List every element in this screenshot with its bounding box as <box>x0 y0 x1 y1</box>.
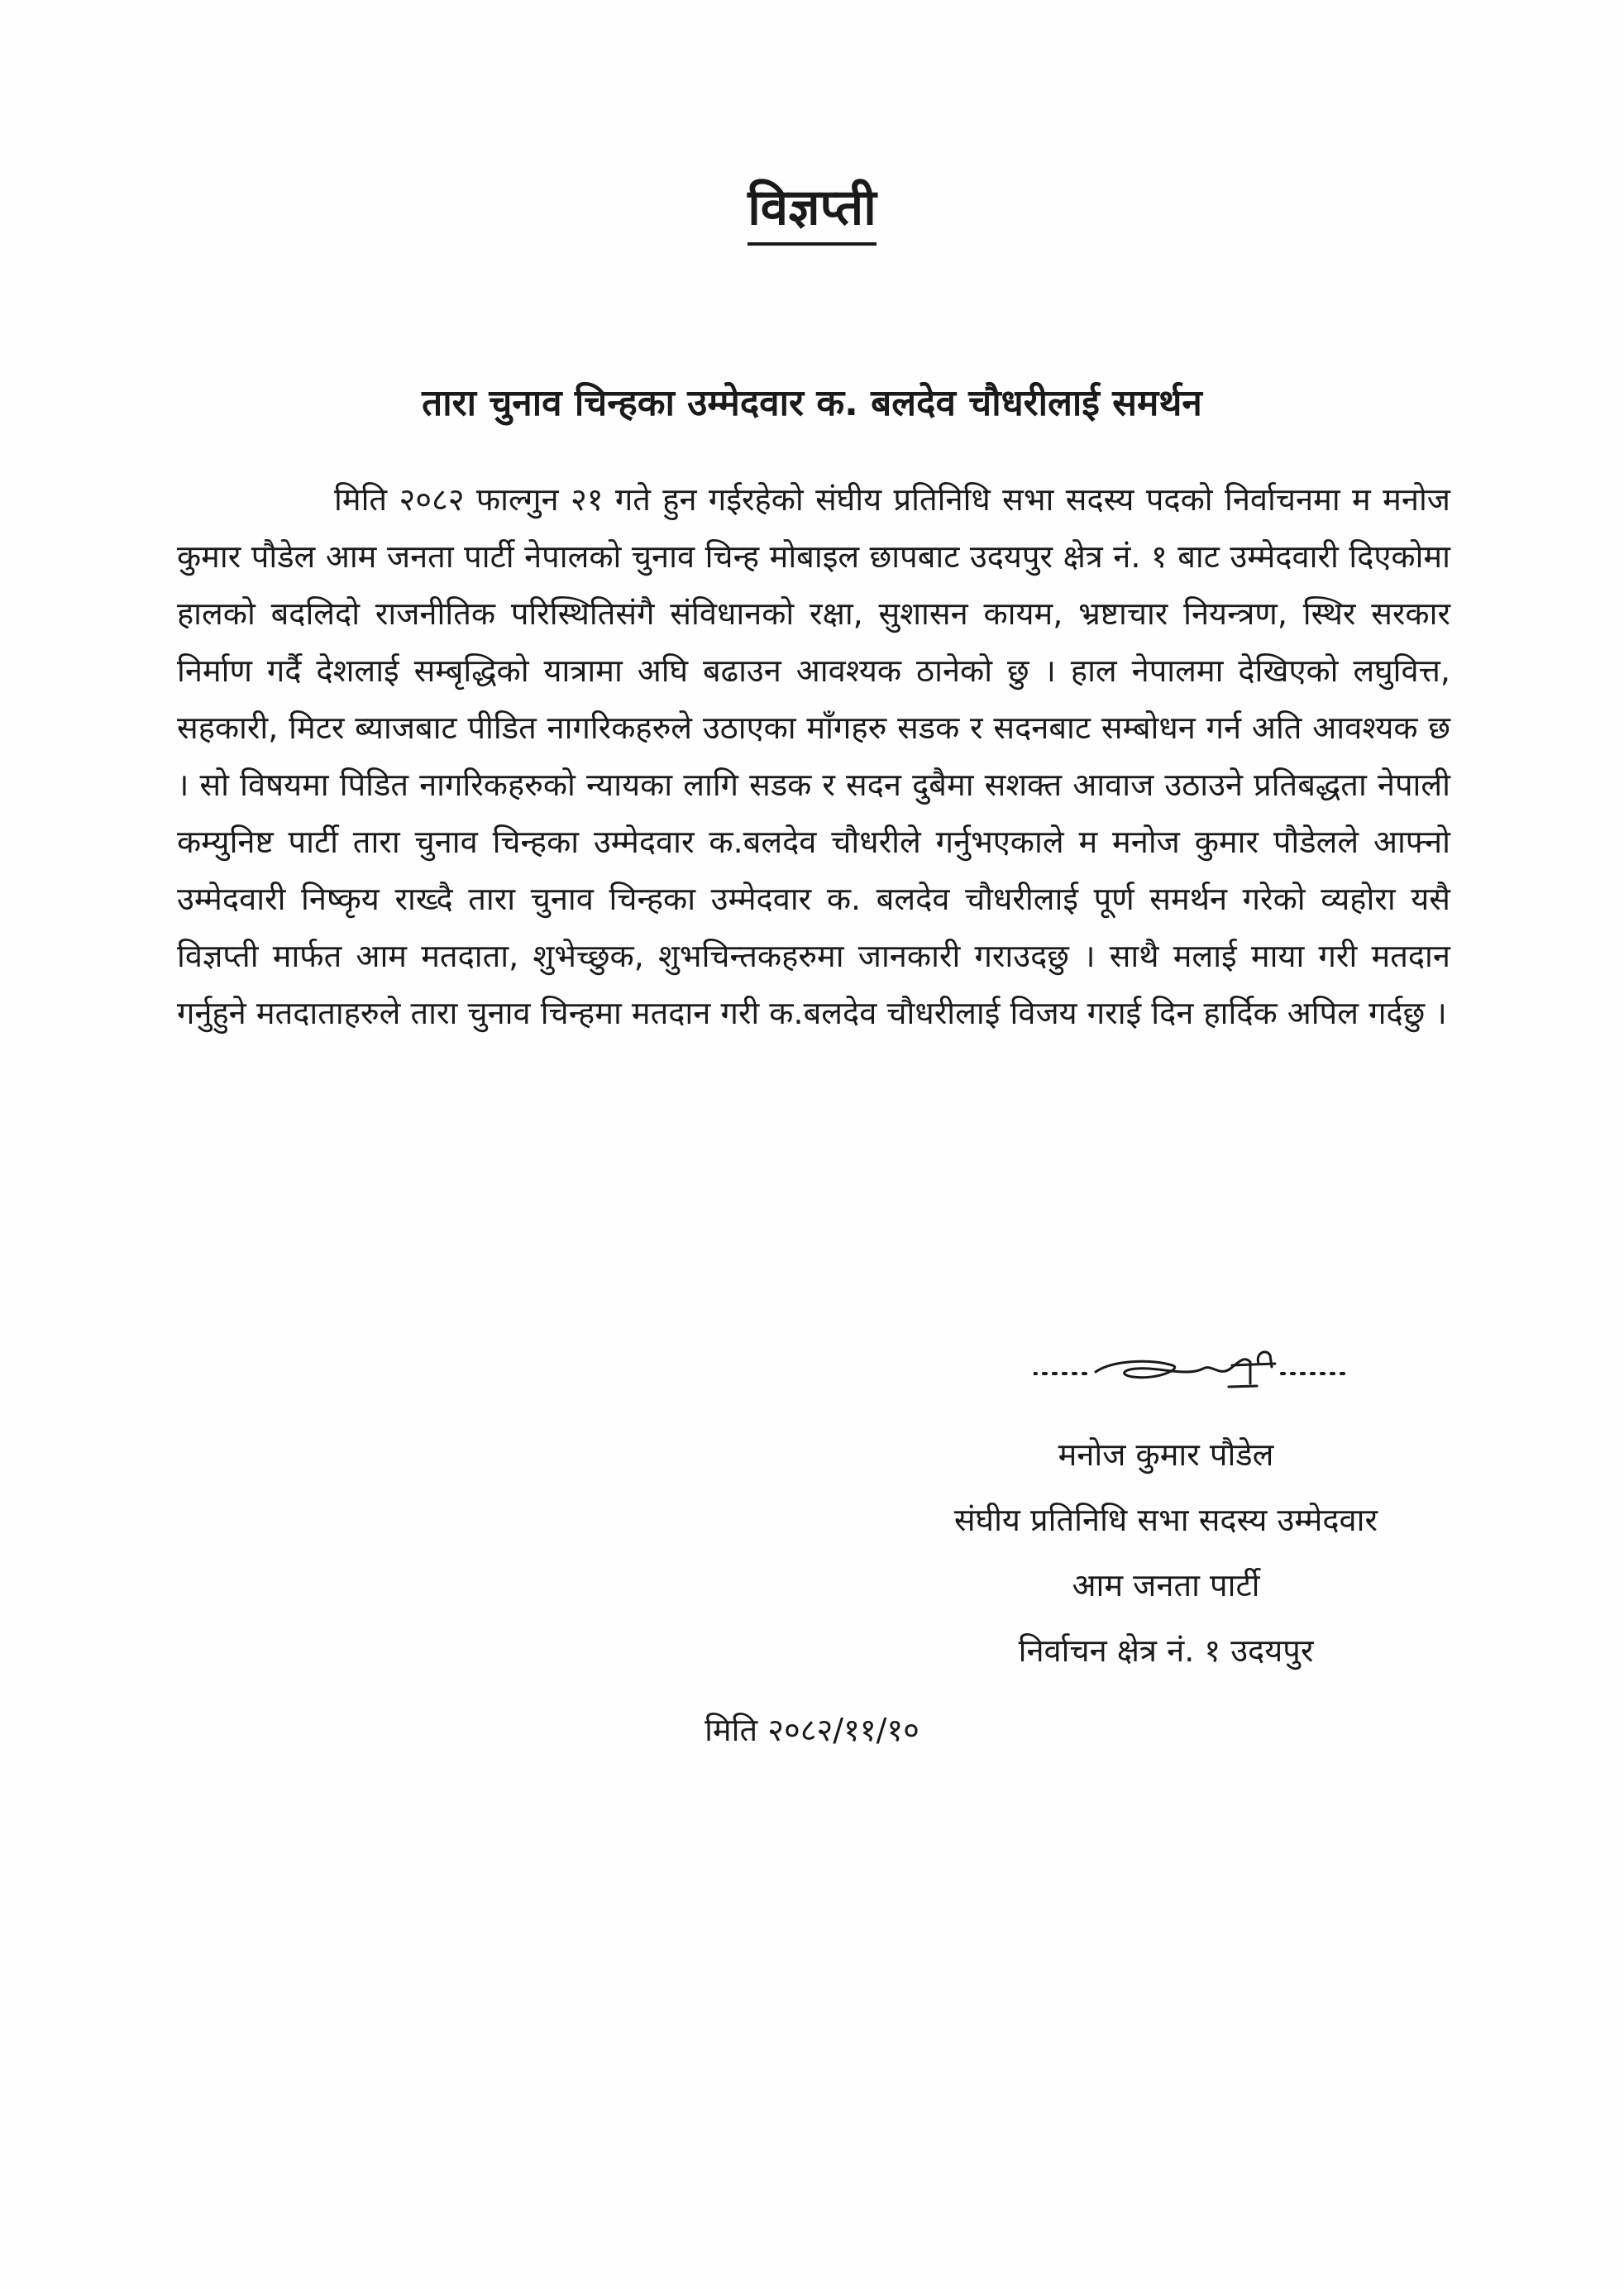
signer-party: आम जनता पार्टी <box>1072 1567 1260 1603</box>
handwritten-signature <box>1034 1344 1348 1402</box>
signer-position: संघीय प्रतिनिधि सभा सदस्य उम्मेदवार <box>953 1502 1378 1538</box>
document-date: मिति २०८२/११/१० <box>705 1712 919 1748</box>
signer-block <box>852 1422 1480 1684</box>
document-title-text: विज्ञप्ती <box>748 178 876 246</box>
signer-constituency: निर्वाचन क्षेत्र नं. १ उदयपुर <box>1018 1632 1314 1669</box>
document-subject: तारा चुनाव चिन्हका उम्मेदवार क. बलदेव चौधरीलाई समर्थन <box>422 382 1202 424</box>
document-body: मिति २०८२ फाल्गुन २१ गते हुन गईरहेको संघीय प्रतिनिधि सभा सदस्य पदको निर्वाचनमा म मनोज कुमार पौडेल आम जनता पार्टी नेपालको चुनाव चिन्ह मोबाइल छापबाट उदयपुर क्षेत्र नं. १ बाट उम्मेदवारी दिएकोमा हालको बदलिदो राजनीतिक परिस्थितिसंगै संविधानको रक्षा, सुशासन कायम, भ्रष्टाचार नियन्त्रण, स्थिर सरकार निर्माण गर्दै देशलाई सम्बृद्धिको यात्रामा अघि बढाउन आवश्यक ठानेको छु । हाल नेपालमा देखिएको लघुवित्त, सहकारी, मिटर ब्याजबाट पीडित नागरिकहरुले उठाएका माँगहरु सडक र सदनबाट सम्बोधन गर्न अति आवश्यक छ । सो विषयमा पिडित नागरिकहरुको न्यायका लागि सडक र सदन दुबैमा सशक्त आवाज उठाउने प्रतिबद्धता नेपाली कम्युनिष्ट पार्टी तारा चुनाव चिन्हका उम्मेदवार क.बलदेव चौधरीले गर्नुभएकाले म मनोज कुमार पौडेलले आफ्नो उम्मेदवारी निष्कृय राख्दै तारा चुनाव चिन्हका उम्मेदवार क. बलदेव चौधरीलाई पूर्ण समर्थन गरेको व्यहोरा यसै विज्ञप्ती मार्फत आम मतदाता, शुभेच्छुक, शुभचिन्तकहरुमा जानकारी गराउदछु । साथै मलाई माया गरी मतदान गर्नुहुने मतदाताहरुले तारा चुनाव चिन्हमा मतदान गरी क.बलदेव चौधरीलाई विजय गराई दिन हार्दिक अपिल गर्दछु । <box>177 481 1450 1031</box>
signer-name: मनोज कुमार पौडेल <box>1058 1436 1274 1473</box>
document-title <box>0 178 1624 246</box>
